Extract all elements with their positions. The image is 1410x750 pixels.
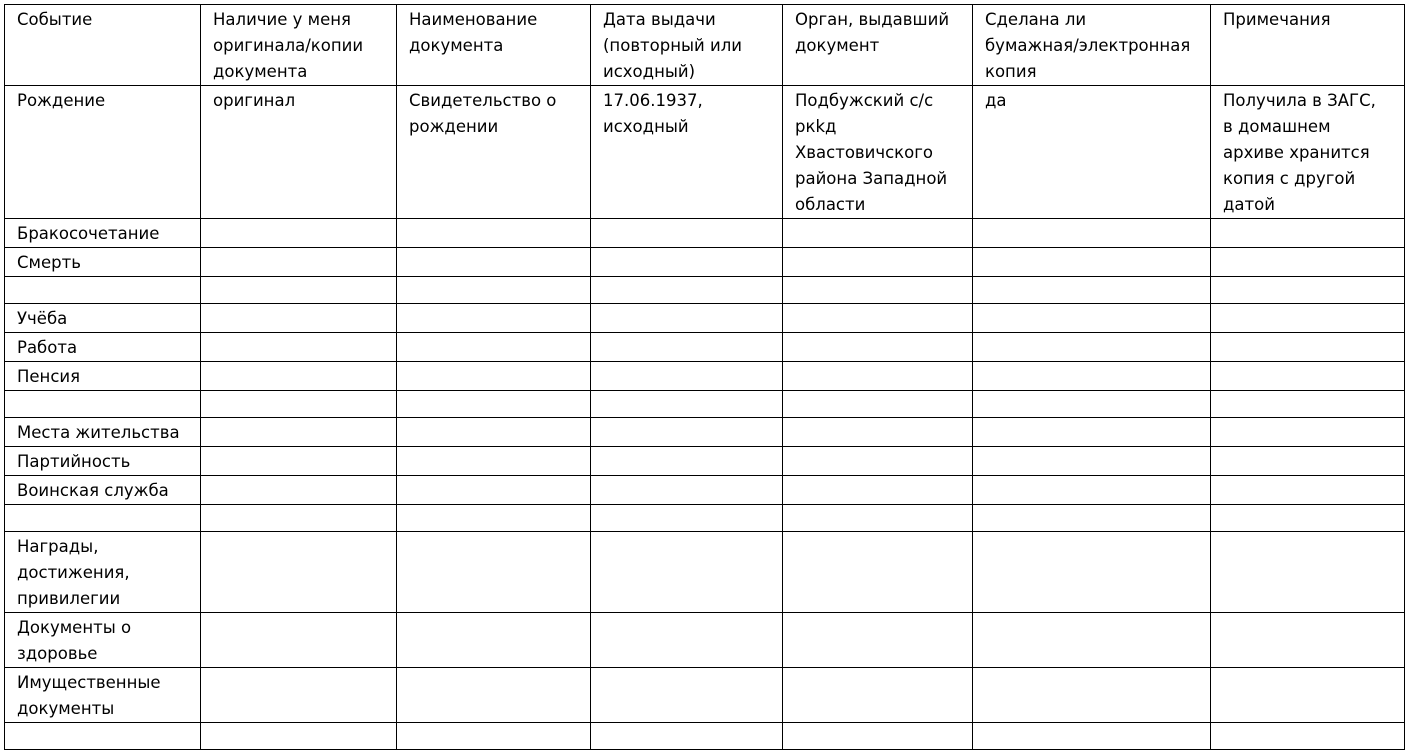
table-row	[5, 476, 1405, 505]
cell-copy-made	[973, 219, 1211, 248]
cell-original-or-copy	[201, 668, 397, 723]
cell-issuing-authority	[783, 668, 973, 723]
header-notes: Примечания	[1211, 5, 1405, 86]
cell-original-or-copy	[201, 362, 397, 391]
cell-document-name	[397, 476, 591, 505]
cell-notes	[1211, 668, 1405, 723]
table-row	[5, 362, 1405, 391]
cell-copy-made	[973, 668, 1211, 723]
cell-issue-date	[591, 668, 783, 723]
cell-event	[5, 723, 201, 750]
table-row	[5, 277, 1405, 304]
header-row	[5, 5, 1405, 86]
cell-original-or-copy	[201, 476, 397, 505]
cell-issuing-authority	[783, 418, 973, 447]
cell-document-name	[397, 248, 591, 277]
cell-issue-date	[591, 447, 783, 476]
cell-copy-made	[973, 447, 1211, 476]
cell-notes: Получила в ЗАГС, в домашнем архиве хранится копия с другой датой	[1211, 86, 1405, 219]
cell-event	[5, 391, 201, 418]
cell-document-name	[397, 613, 591, 668]
cell-event: Награды, достижения, привилегии	[5, 532, 201, 613]
cell-event: Рождение	[5, 86, 201, 219]
cell-original-or-copy	[201, 277, 397, 304]
cell-issue-date	[591, 333, 783, 362]
cell-event: Документы о здоровье	[5, 613, 201, 668]
cell-notes	[1211, 391, 1405, 418]
cell-original-or-copy	[201, 391, 397, 418]
cell-copy-made	[973, 723, 1211, 750]
cell-copy-made	[973, 248, 1211, 277]
table-row	[5, 668, 1405, 723]
cell-notes	[1211, 613, 1405, 668]
table-row	[5, 248, 1405, 277]
header-issue-date: Дата выдачи (повторный или исходный)	[591, 5, 783, 86]
cell-issue-date	[591, 723, 783, 750]
table-row	[5, 86, 1405, 219]
cell-event	[5, 505, 201, 532]
cell-issuing-authority	[783, 277, 973, 304]
cell-issue-date	[591, 277, 783, 304]
table-row	[5, 418, 1405, 447]
table-row	[5, 447, 1405, 476]
cell-document-name	[397, 505, 591, 532]
cell-issuing-authority	[783, 333, 973, 362]
cell-issuing-authority	[783, 248, 973, 277]
cell-notes	[1211, 248, 1405, 277]
cell-issue-date	[591, 362, 783, 391]
cell-document-name	[397, 668, 591, 723]
cell-issue-date	[591, 418, 783, 447]
cell-original-or-copy	[201, 447, 397, 476]
cell-issuing-authority	[783, 723, 973, 750]
table-row	[5, 219, 1405, 248]
cell-issuing-authority	[783, 447, 973, 476]
cell-document-name	[397, 391, 591, 418]
cell-notes	[1211, 333, 1405, 362]
cell-copy-made	[973, 277, 1211, 304]
cell-issuing-authority: Подбужский с/с ркkд Хвастовичского района Западной области	[783, 86, 973, 219]
cell-issue-date	[591, 532, 783, 613]
cell-event	[5, 277, 201, 304]
cell-issue-date	[591, 304, 783, 333]
cell-copy-made	[973, 505, 1211, 532]
cell-notes	[1211, 304, 1405, 333]
cell-copy-made	[973, 476, 1211, 505]
cell-issue-date	[591, 391, 783, 418]
cell-issuing-authority	[783, 391, 973, 418]
cell-document-name	[397, 277, 591, 304]
cell-event: Работа	[5, 333, 201, 362]
cell-copy-made	[973, 391, 1211, 418]
cell-copy-made: да	[973, 86, 1211, 219]
cell-document-name	[397, 333, 591, 362]
cell-copy-made	[973, 418, 1211, 447]
cell-event: Воинская служба	[5, 476, 201, 505]
cell-copy-made	[973, 532, 1211, 613]
cell-original-or-copy	[201, 333, 397, 362]
cell-issue-date	[591, 505, 783, 532]
cell-document-name	[397, 219, 591, 248]
cell-copy-made	[973, 333, 1211, 362]
cell-notes	[1211, 476, 1405, 505]
cell-original-or-copy	[201, 418, 397, 447]
cell-issue-date	[591, 219, 783, 248]
cell-document-name	[397, 532, 591, 613]
cell-original-or-copy	[201, 248, 397, 277]
cell-issuing-authority	[783, 219, 973, 248]
table-row	[5, 333, 1405, 362]
header-issuing-authority: Орган, выдавший документ	[783, 5, 973, 86]
cell-document-name	[397, 418, 591, 447]
cell-notes	[1211, 723, 1405, 750]
cell-document-name	[397, 723, 591, 750]
header-original-or-copy: Наличие у меня оригинала/копии документа	[201, 5, 397, 86]
documents-table	[4, 4, 1405, 750]
cell-issuing-authority	[783, 362, 973, 391]
cell-issuing-authority	[783, 304, 973, 333]
cell-original-or-copy: оригинал	[201, 86, 397, 219]
cell-notes	[1211, 277, 1405, 304]
cell-issue-date	[591, 613, 783, 668]
header-event: Событие	[5, 5, 201, 86]
cell-original-or-copy	[201, 532, 397, 613]
table-row	[5, 391, 1405, 418]
table-row	[5, 532, 1405, 613]
cell-notes	[1211, 505, 1405, 532]
cell-event: Партийность	[5, 447, 201, 476]
cell-issuing-authority	[783, 532, 973, 613]
cell-event: Места жительства	[5, 418, 201, 447]
cell-original-or-copy	[201, 304, 397, 333]
cell-copy-made	[973, 613, 1211, 668]
cell-event: Имущественные документы	[5, 668, 201, 723]
cell-document-name	[397, 362, 591, 391]
cell-notes	[1211, 362, 1405, 391]
cell-copy-made	[973, 304, 1211, 333]
cell-document-name	[397, 447, 591, 476]
cell-notes	[1211, 418, 1405, 447]
table-row	[5, 723, 1405, 750]
cell-event: Пенсия	[5, 362, 201, 391]
cell-notes	[1211, 219, 1405, 248]
header-document-name: Наименование документа	[397, 5, 591, 86]
cell-original-or-copy	[201, 613, 397, 668]
header-copy-made: Сделана ли бумажная/электронная копия	[973, 5, 1211, 86]
table-row	[5, 613, 1405, 668]
cell-notes	[1211, 447, 1405, 476]
cell-original-or-copy	[201, 505, 397, 532]
cell-issuing-authority	[783, 476, 973, 505]
cell-original-or-copy	[201, 219, 397, 248]
cell-event: Бракосочетание	[5, 219, 201, 248]
cell-copy-made	[973, 362, 1211, 391]
cell-issue-date	[591, 476, 783, 505]
cell-event: Учёба	[5, 304, 201, 333]
cell-issuing-authority	[783, 505, 973, 532]
cell-event: Смерть	[5, 248, 201, 277]
table-row	[5, 505, 1405, 532]
cell-issuing-authority	[783, 613, 973, 668]
cell-notes	[1211, 532, 1405, 613]
cell-original-or-copy	[201, 723, 397, 750]
cell-document-name	[397, 304, 591, 333]
cell-issue-date: 17.06.1937, исходный	[591, 86, 783, 219]
table-row	[5, 304, 1405, 333]
cell-issue-date	[591, 248, 783, 277]
cell-document-name: Свидетельство о рождении	[397, 86, 591, 219]
